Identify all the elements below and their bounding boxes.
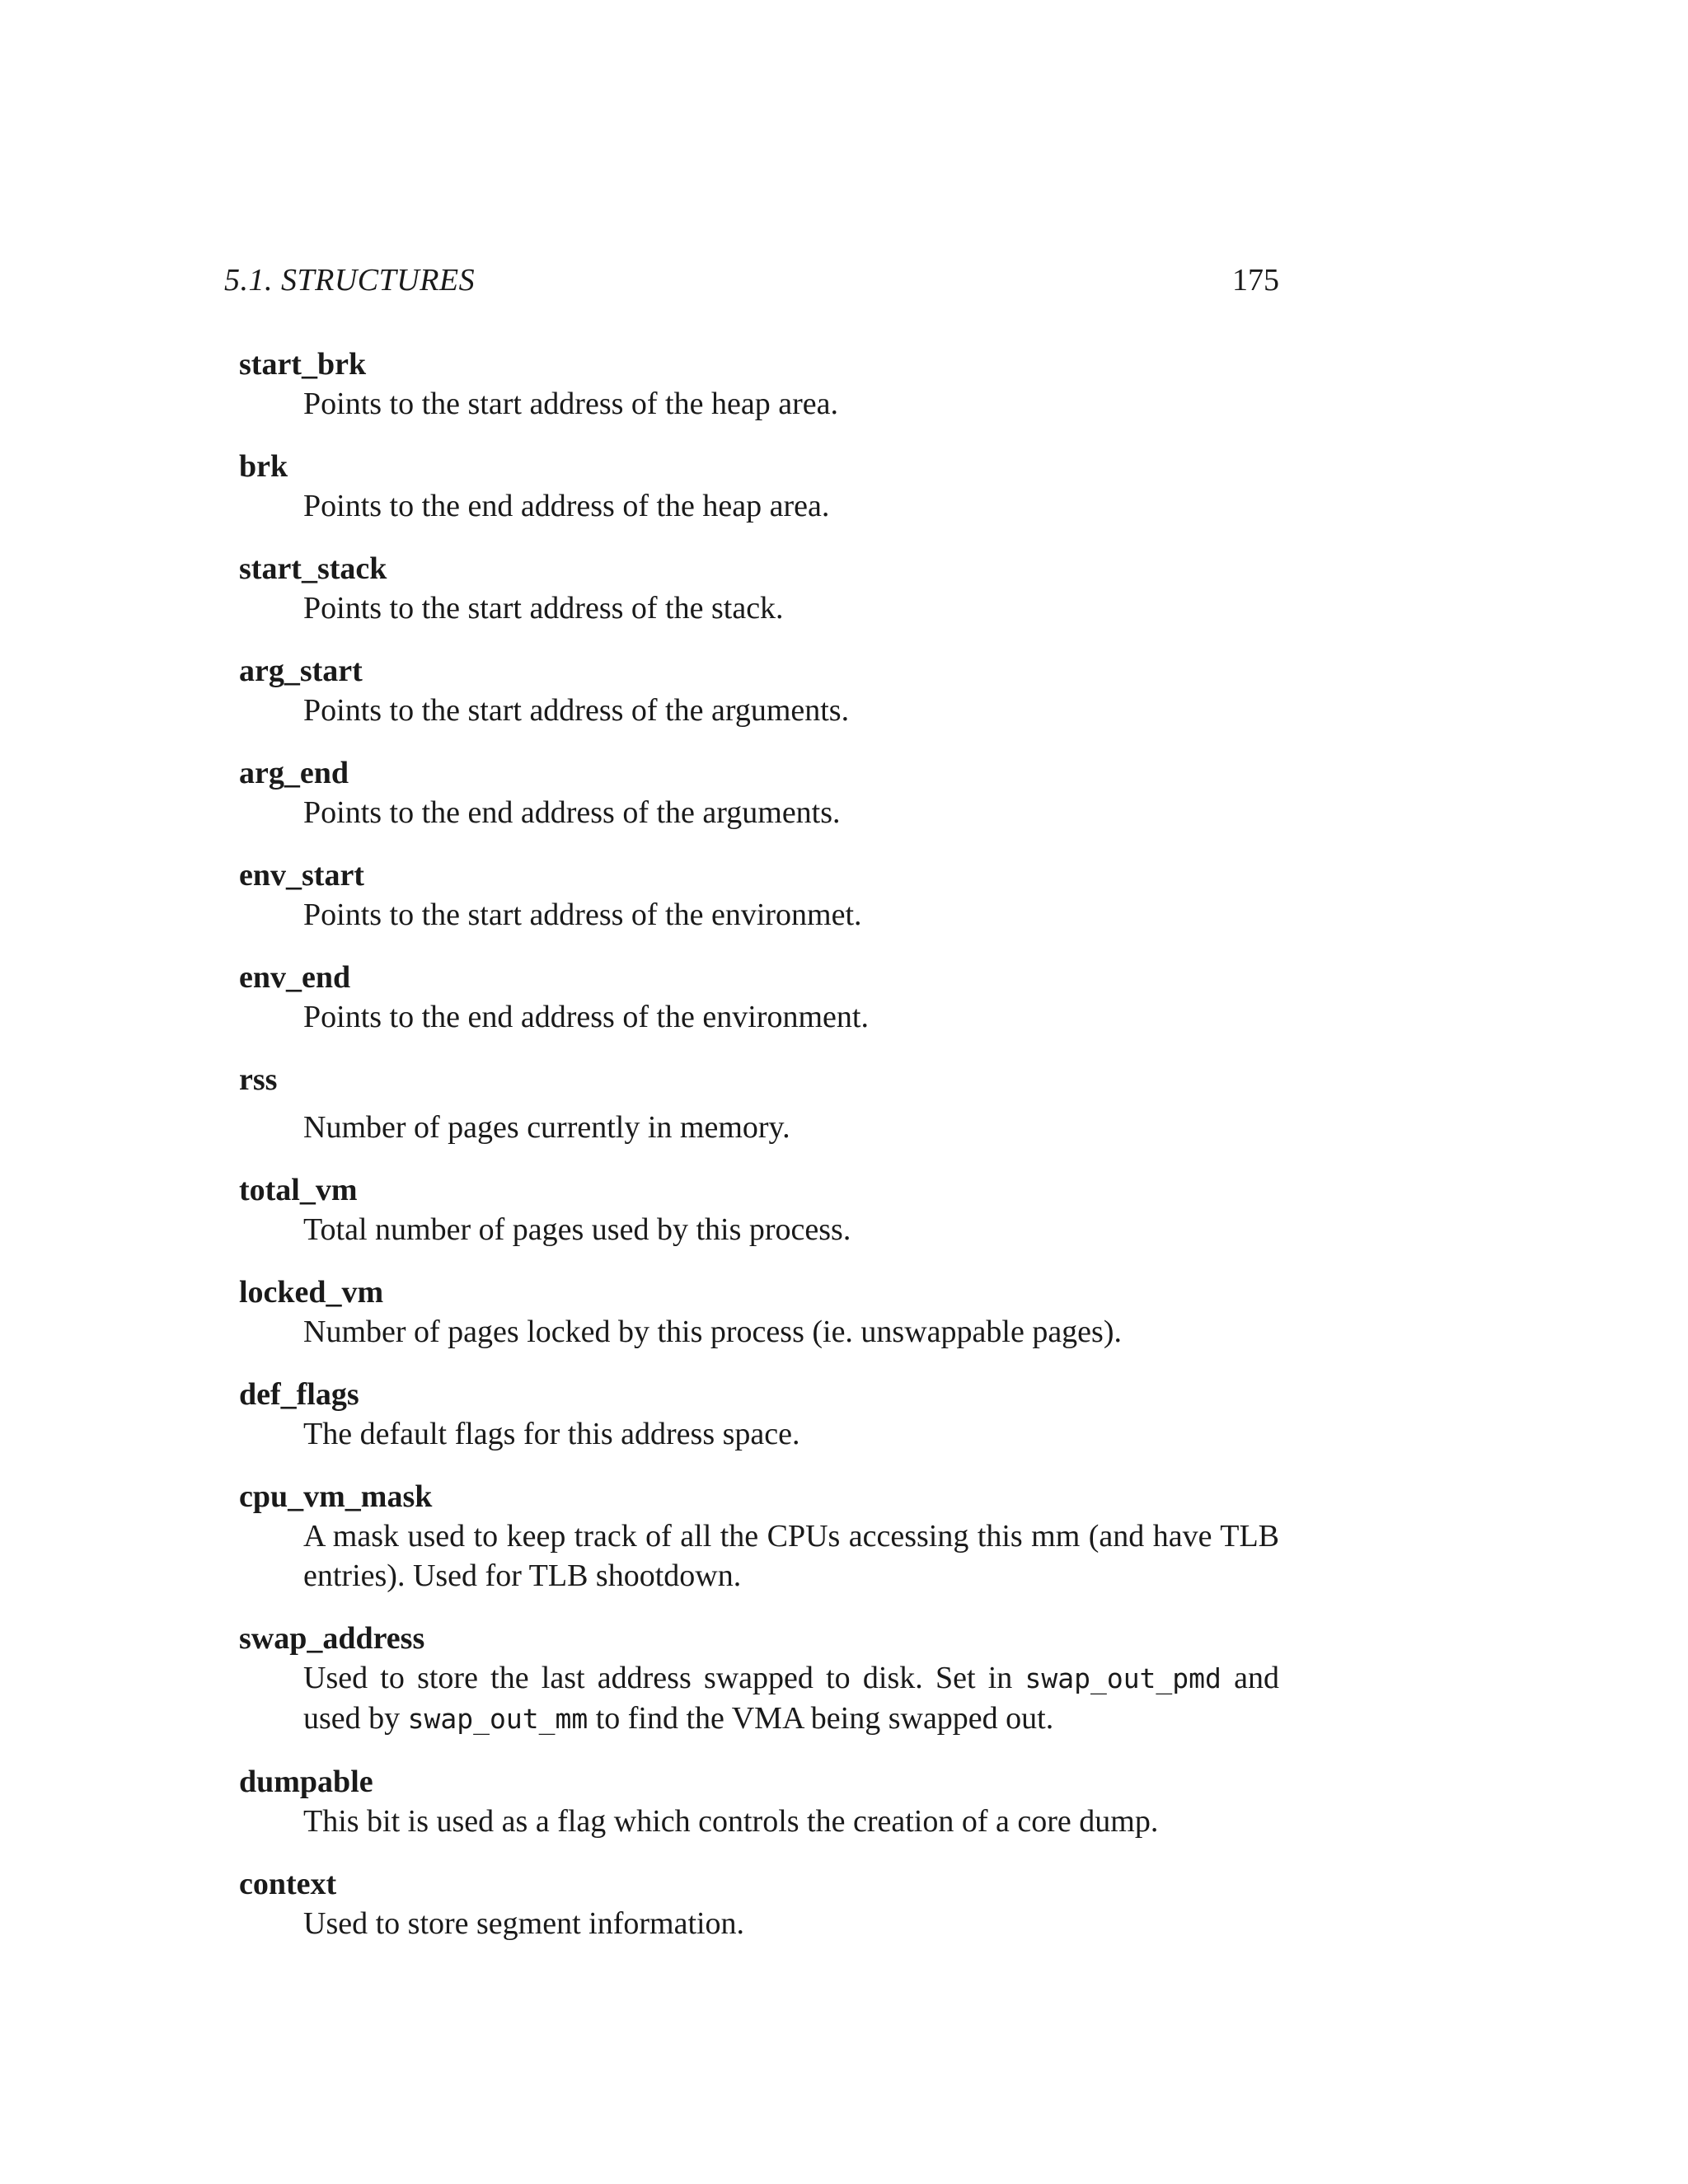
desc-swap-address-text-a: Used to store the last address swapped to disk. Set in [303, 1661, 1025, 1695]
entry-start-brk [239, 344, 1279, 424]
desc-arg-end: Points to the end address of the arguments. [303, 795, 841, 830]
desc-rss: Number of pages currently in memory. [303, 1110, 790, 1145]
desc-locked-vm: Number of pages locked by this process (ie. unswappable pages). [303, 1315, 1122, 1349]
desc-context: Used to store segment information. [303, 1906, 745, 1941]
term-start-brk: start_brk [239, 347, 367, 382]
desc-arg-start: Points to the start address of the arguments. [303, 693, 850, 728]
entry-total-vm [239, 1170, 1279, 1249]
entry-brk [239, 447, 1279, 526]
term-cpu-vm-mask: cpu_vm_mask [239, 1479, 433, 1514]
entry-arg-end [239, 753, 1279, 832]
rss-spacer [239, 1099, 1279, 1108]
term-env-start: env_start [239, 858, 364, 893]
entry-dumpable [239, 1762, 1279, 1841]
desc-dumpable: This bit is used as a flag which controls the creation of a core dump. [303, 1804, 1159, 1839]
entry-cpu-vm-mask [239, 1477, 1279, 1596]
desc-swap-address-text-b: and used by [303, 1661, 1279, 1736]
desc-start-stack: Points to the start address of the stack. [303, 591, 784, 626]
term-start-stack: start_stack [239, 551, 387, 586]
running-head [224, 260, 1279, 300]
desc-cpu-vm-mask: A mask used to keep track of all the CPUs accessing this mm (and have TLB entries). Used for TLB shootdown. [303, 1519, 1279, 1593]
page-number: 175 [1232, 263, 1279, 298]
desc-def-flags: The default flags for this address space. [303, 1417, 800, 1451]
desc-total-vm: Total number of pages used by this process. [303, 1212, 851, 1247]
term-context: context [239, 1867, 337, 1901]
desc-swap-address [303, 1658, 1279, 1739]
term-arg-end: arg_end [239, 756, 349, 790]
entry-start-stack [239, 549, 1279, 628]
definition-list [239, 344, 1279, 1966]
term-arg-start: arg_start [239, 654, 363, 688]
term-rss: rss [239, 1062, 278, 1097]
section-title: 5.1. STRUCTURES [224, 263, 476, 298]
code-swap-out-mm: swap_out_mm [407, 1703, 588, 1735]
term-locked-vm: locked_vm [239, 1275, 384, 1310]
desc-brk: Points to the end address of the heap area. [303, 489, 830, 523]
entry-swap-address [239, 1619, 1279, 1739]
entry-locked-vm [239, 1272, 1279, 1352]
term-brk: brk [239, 449, 288, 484]
entry-arg-start [239, 651, 1279, 730]
entry-def-flags [239, 1375, 1279, 1454]
term-total-vm: total_vm [239, 1173, 358, 1207]
desc-start-brk: Points to the start address of the heap area. [303, 387, 838, 421]
term-dumpable: dumpable [239, 1765, 373, 1799]
term-swap-address: swap_address [239, 1621, 425, 1656]
entry-rss [239, 1060, 1279, 1147]
entry-context [239, 1864, 1279, 1943]
desc-env-start: Points to the start address of the environmet. [303, 898, 862, 932]
entry-env-end [239, 958, 1279, 1037]
code-swap-out-pmd: swap_out_pmd [1025, 1662, 1221, 1694]
term-def-flags: def_flags [239, 1377, 359, 1412]
desc-swap-address-text-c: to find the VMA being swapped out. [588, 1701, 1054, 1736]
desc-env-end: Points to the end address of the environment. [303, 1000, 869, 1034]
entry-env-start [239, 855, 1279, 935]
term-env-end: env_end [239, 960, 351, 995]
